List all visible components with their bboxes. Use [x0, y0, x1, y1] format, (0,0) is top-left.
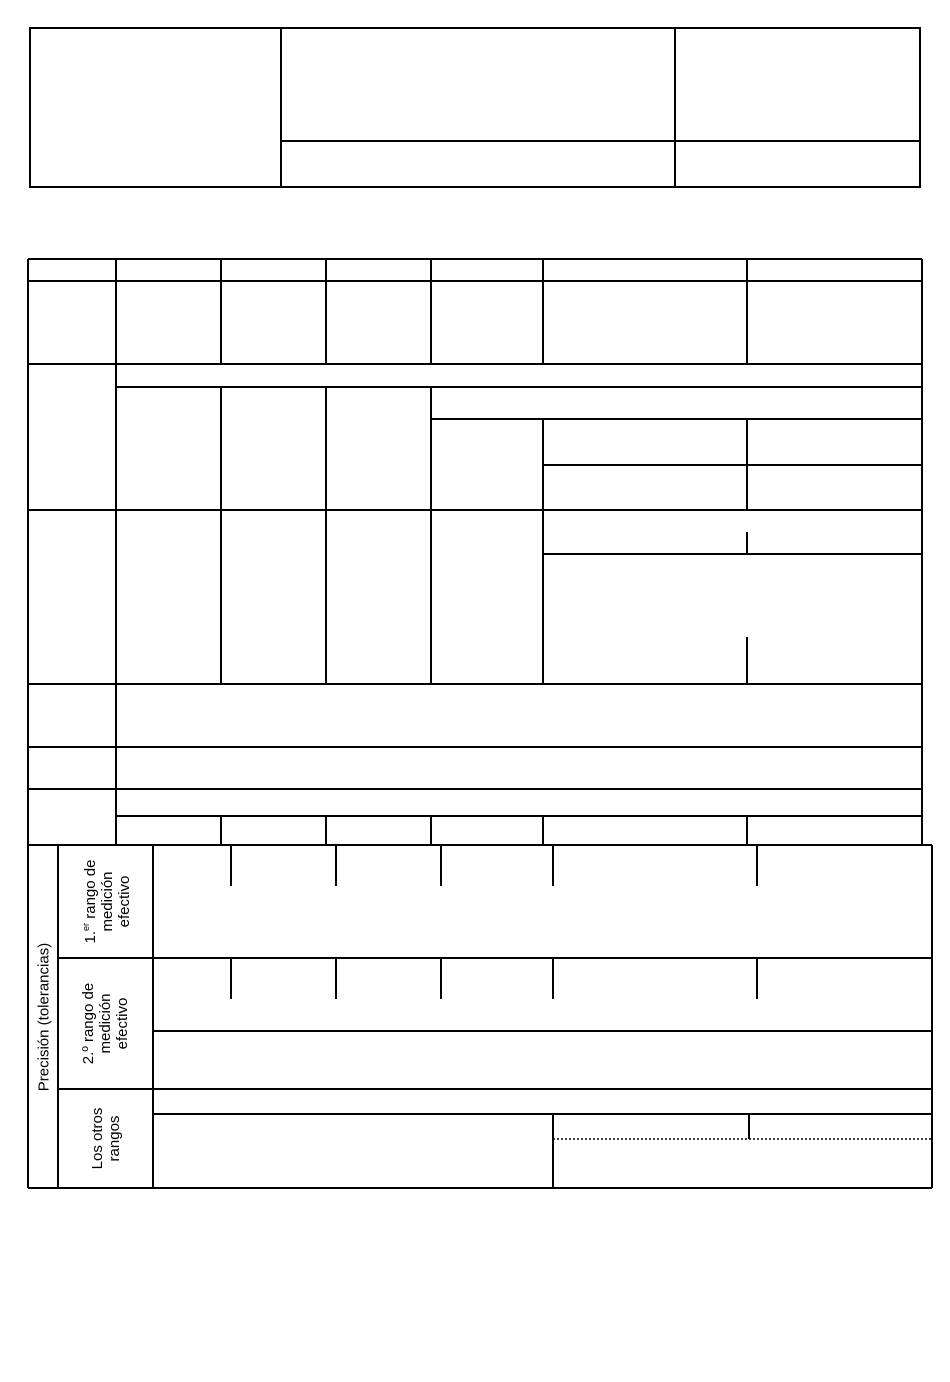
other-ranges-label: [58, 1089, 153, 1188]
header-table: [30, 28, 920, 187]
first-range-prefix: 1.: [82, 930, 99, 944]
precision-label-text: Precisión (tolerancias): [35, 942, 52, 1092]
first-range-label: [58, 845, 153, 958]
other-ranges-label-text: Los otros rangos: [88, 1107, 123, 1170]
first-range-superscript: er: [81, 922, 91, 931]
second-range-label-text: 2.º rango de medición efectivo: [80, 982, 131, 1065]
first-range-label-text: [78, 860, 133, 944]
spec-table: [28, 259, 932, 1188]
precision-label: [29, 846, 59, 1189]
second-range-label: [58, 958, 153, 1089]
first-range-rest: rango de medición efectivo: [82, 859, 133, 932]
